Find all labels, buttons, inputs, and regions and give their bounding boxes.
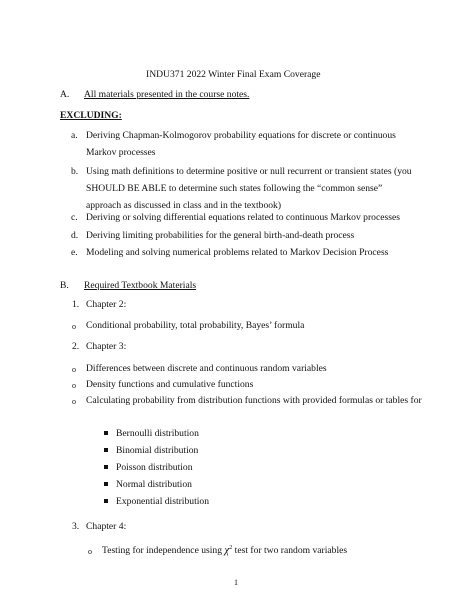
circle-bullet-icon: o bbox=[72, 365, 76, 374]
distribution-item: Normal distribution bbox=[116, 479, 192, 490]
item-marker-e: e. bbox=[71, 247, 78, 258]
item-marker-c: c. bbox=[71, 212, 78, 223]
section-b-heading: Required Textbook Materials bbox=[84, 280, 197, 291]
item-marker-b: b. bbox=[71, 166, 79, 177]
chapter-2-topic: Conditional probability, total probability, Bayes’ formula bbox=[86, 320, 305, 331]
excluded-item-c: Deriving or solving differential equations related to continuous Markov processes bbox=[86, 212, 400, 223]
item-marker-a: a. bbox=[71, 130, 78, 141]
chapter-4-topic-after: test for two random variables bbox=[234, 545, 348, 557]
item-marker-d: d. bbox=[71, 230, 79, 241]
circle-bullet-icon: o bbox=[88, 547, 92, 556]
distribution-item: Poisson distribution bbox=[116, 462, 193, 473]
circle-bullet-icon: o bbox=[72, 397, 76, 406]
section-a-heading: All materials presented in the course notes. bbox=[84, 89, 250, 100]
circle-bullet-icon: o bbox=[72, 322, 76, 331]
chapter-3-topic-1: Differences between discrete and continuous random variables bbox=[86, 363, 327, 374]
page-number: 1 bbox=[234, 578, 238, 587]
excluded-item-d: Deriving limiting probabilities for the general birth-and-death process bbox=[86, 230, 355, 241]
square-bullet-icon bbox=[104, 431, 108, 435]
excluded-item-a: Deriving Chapman-Kolmogorov probability equations for discrete or continuous Markov processes bbox=[86, 130, 396, 158]
circle-bullet-icon: o bbox=[72, 381, 76, 390]
chapter-2-title: Chapter 2: bbox=[86, 299, 127, 310]
chapter-3-topic-3: Calculating probability from distribution functions with provided formulas or tables for bbox=[86, 395, 422, 406]
distribution-item: Bernoulli distribution bbox=[116, 428, 199, 439]
square-bullet-icon bbox=[104, 448, 108, 452]
distribution-item: Exponential distribution bbox=[116, 496, 209, 507]
chapter-3-title: Chapter 3: bbox=[86, 341, 127, 352]
chapter-4-number: 3. bbox=[72, 521, 80, 532]
square-bullet-icon bbox=[104, 482, 108, 486]
chi-symbol: χ bbox=[224, 544, 230, 557]
chapter-4-topic bbox=[102, 542, 347, 557]
section-b-marker: B. bbox=[60, 280, 69, 291]
chapter-2-number: 1. bbox=[72, 299, 80, 310]
page-title: INDU371 2022 Winter Final Exam Coverage bbox=[146, 69, 321, 80]
chi-exponent: 2 bbox=[229, 545, 233, 551]
square-bullet-icon bbox=[104, 465, 108, 469]
excluding-label: EXCLUDING: bbox=[60, 110, 122, 121]
chapter-4-topic-before: Testing for independence using bbox=[102, 545, 223, 557]
chapter-3-topic-2: Density functions and cumulative functions bbox=[86, 379, 254, 390]
excluded-item-e: Modeling and solving numerical problems related to Markov Decision Process bbox=[86, 247, 389, 258]
section-a-marker: A. bbox=[60, 89, 70, 100]
chapter-4-title: Chapter 4: bbox=[86, 521, 127, 532]
chapter-3-number: 2. bbox=[72, 341, 80, 352]
distribution-item: Binomial distribution bbox=[116, 445, 199, 456]
excluded-item-b: Using math definitions to determine positive or null recurrent or transient states (you SHOULD BE ABLE to determine such states following the “common sense” approach as discussed in class and in the textbook) bbox=[86, 166, 412, 211]
square-bullet-icon bbox=[104, 499, 108, 503]
